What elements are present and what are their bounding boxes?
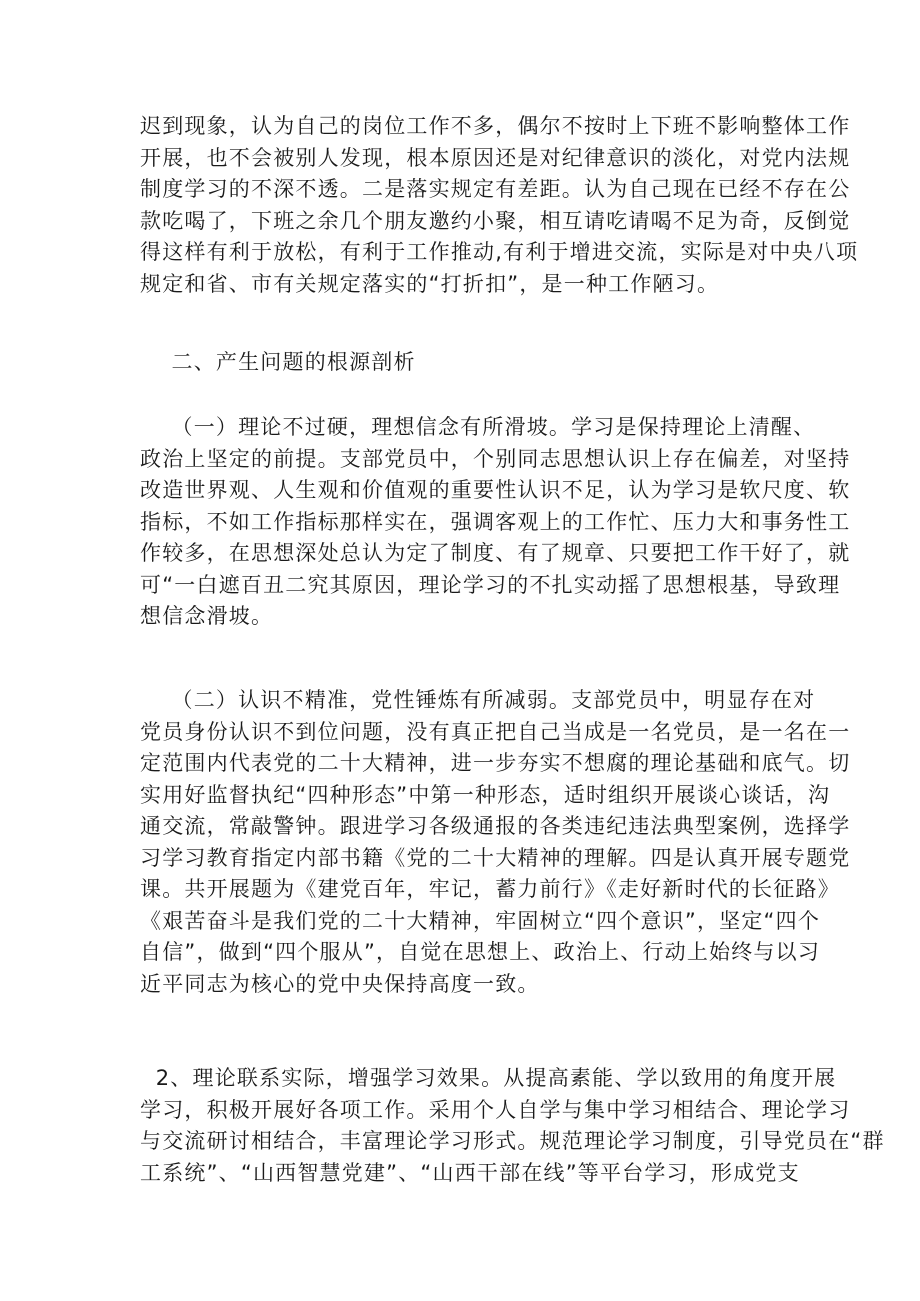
text-line: 指标，不如工作指标那样实在，强调客观上的工作忙、压力大和事务性工 (140, 509, 851, 534)
section-heading (140, 347, 790, 379)
text-line: 想信念滑坡。 (140, 604, 274, 628)
text-line: 学习，积极开展好各项工作。采用个人自学与集中学习相结合、理论学习 (140, 1097, 851, 1122)
text-line: 款吃喝了，下班之余几个朋友邀约小聚，相互请吃请喝不足为奇，反倒觉 (140, 208, 851, 233)
text-line: 课。共开展题为《建党百年，牢记，蓄力前行》《走好新时代的长征路》 (140, 877, 840, 901)
text-line: 党员身份认识不到位问题，没有真正把自己当成是一名党员，是一名在一 (140, 719, 851, 744)
text-line: 政治上坚定的前提。支部党员中，个别同志思想认识上存在偏差，对坚持 (140, 446, 851, 471)
text-line: 习学习教育指定内部书籍《党的二十大精神的理解。四是认真开展专题党 (140, 845, 851, 870)
text-line: 改造世界观、人生观和价值观的重要性认识不足，认为学习是软尺度、软 (140, 478, 851, 502)
paragraph-discipline-issues (140, 111, 859, 300)
text-line: 可“一白遮百丑二究其原因，理论学习的不扎实动摇了思想根基，导致理 (140, 572, 841, 597)
paragraph-theory (140, 412, 851, 633)
text-line: 规定和省、市有关规定落实的“打折扣”，是一种工作陋习。 (140, 271, 720, 296)
text-line: 实用好监督执纪“四种形态”中第一种形态，适时组织开展谈心谈话，沟 (140, 782, 831, 807)
text-line: 2、理论联系实际，增强学习效果。从提高素能、学以致用的角度开展 (140, 1066, 837, 1090)
text-line: 与交流研讨相结合，丰富理论学习形式。规范理论学习制度，引导党员在“群 (140, 1129, 885, 1153)
text-line: 作较多，在思想深处总认为定了制度、有了规章、只要把工作干好了，就 (140, 541, 851, 565)
text-line: 得这样有利于放松，有利于工作推动,有利于增进交流，实际是对中央八项 (140, 240, 859, 264)
text-line: 迟到现象，认为自己的岗位工作不多，偶尔不按时上下班不影响整体工作 (140, 114, 851, 138)
text-line: 制度学习的不深不透。二是落实规定有差距。认为自己现在已经不存在公 (140, 177, 851, 201)
text-line: 近平同志为核心的党中央保持高度一致。 (140, 971, 540, 996)
text-line: 《艰苦奋斗是我们党的二十大精神，牢固树立“四个意识”，坚定“四个 (140, 908, 821, 933)
heading-text: 二、产生问题的根源剖析 (140, 350, 416, 374)
text-line: 定范围内代表党的二十大精神，进一步夯实不想腐的理论基础和底气。切 (140, 751, 851, 775)
text-line: 开展，也不会被别人发现，根本原因还是对纪律意识的淡化，对党内法规 (140, 145, 851, 170)
paragraph-awareness (140, 685, 851, 1000)
paragraph-practice (140, 1063, 885, 1189)
text-line: （一）理论不过硬，理想信念有所滑坡。学习是保持理论上清醒、 (140, 415, 816, 439)
text-line: （二）认识不精准，党性锤炼有所减弱。支部党员中，明显存在对 (140, 688, 816, 712)
text-line: 自信”，做到“四个服从”，自觉在思想上、政治上、行动上始终与以习 (140, 940, 821, 964)
text-line: 通交流，常敲警钟。跟进学习各级通报的各类违纪违法典型案例，选择学 (140, 814, 851, 838)
text-line: 工系统”、“山西智慧党建”、“山西干部在线”等平台学习，形成党支 (140, 1160, 800, 1185)
